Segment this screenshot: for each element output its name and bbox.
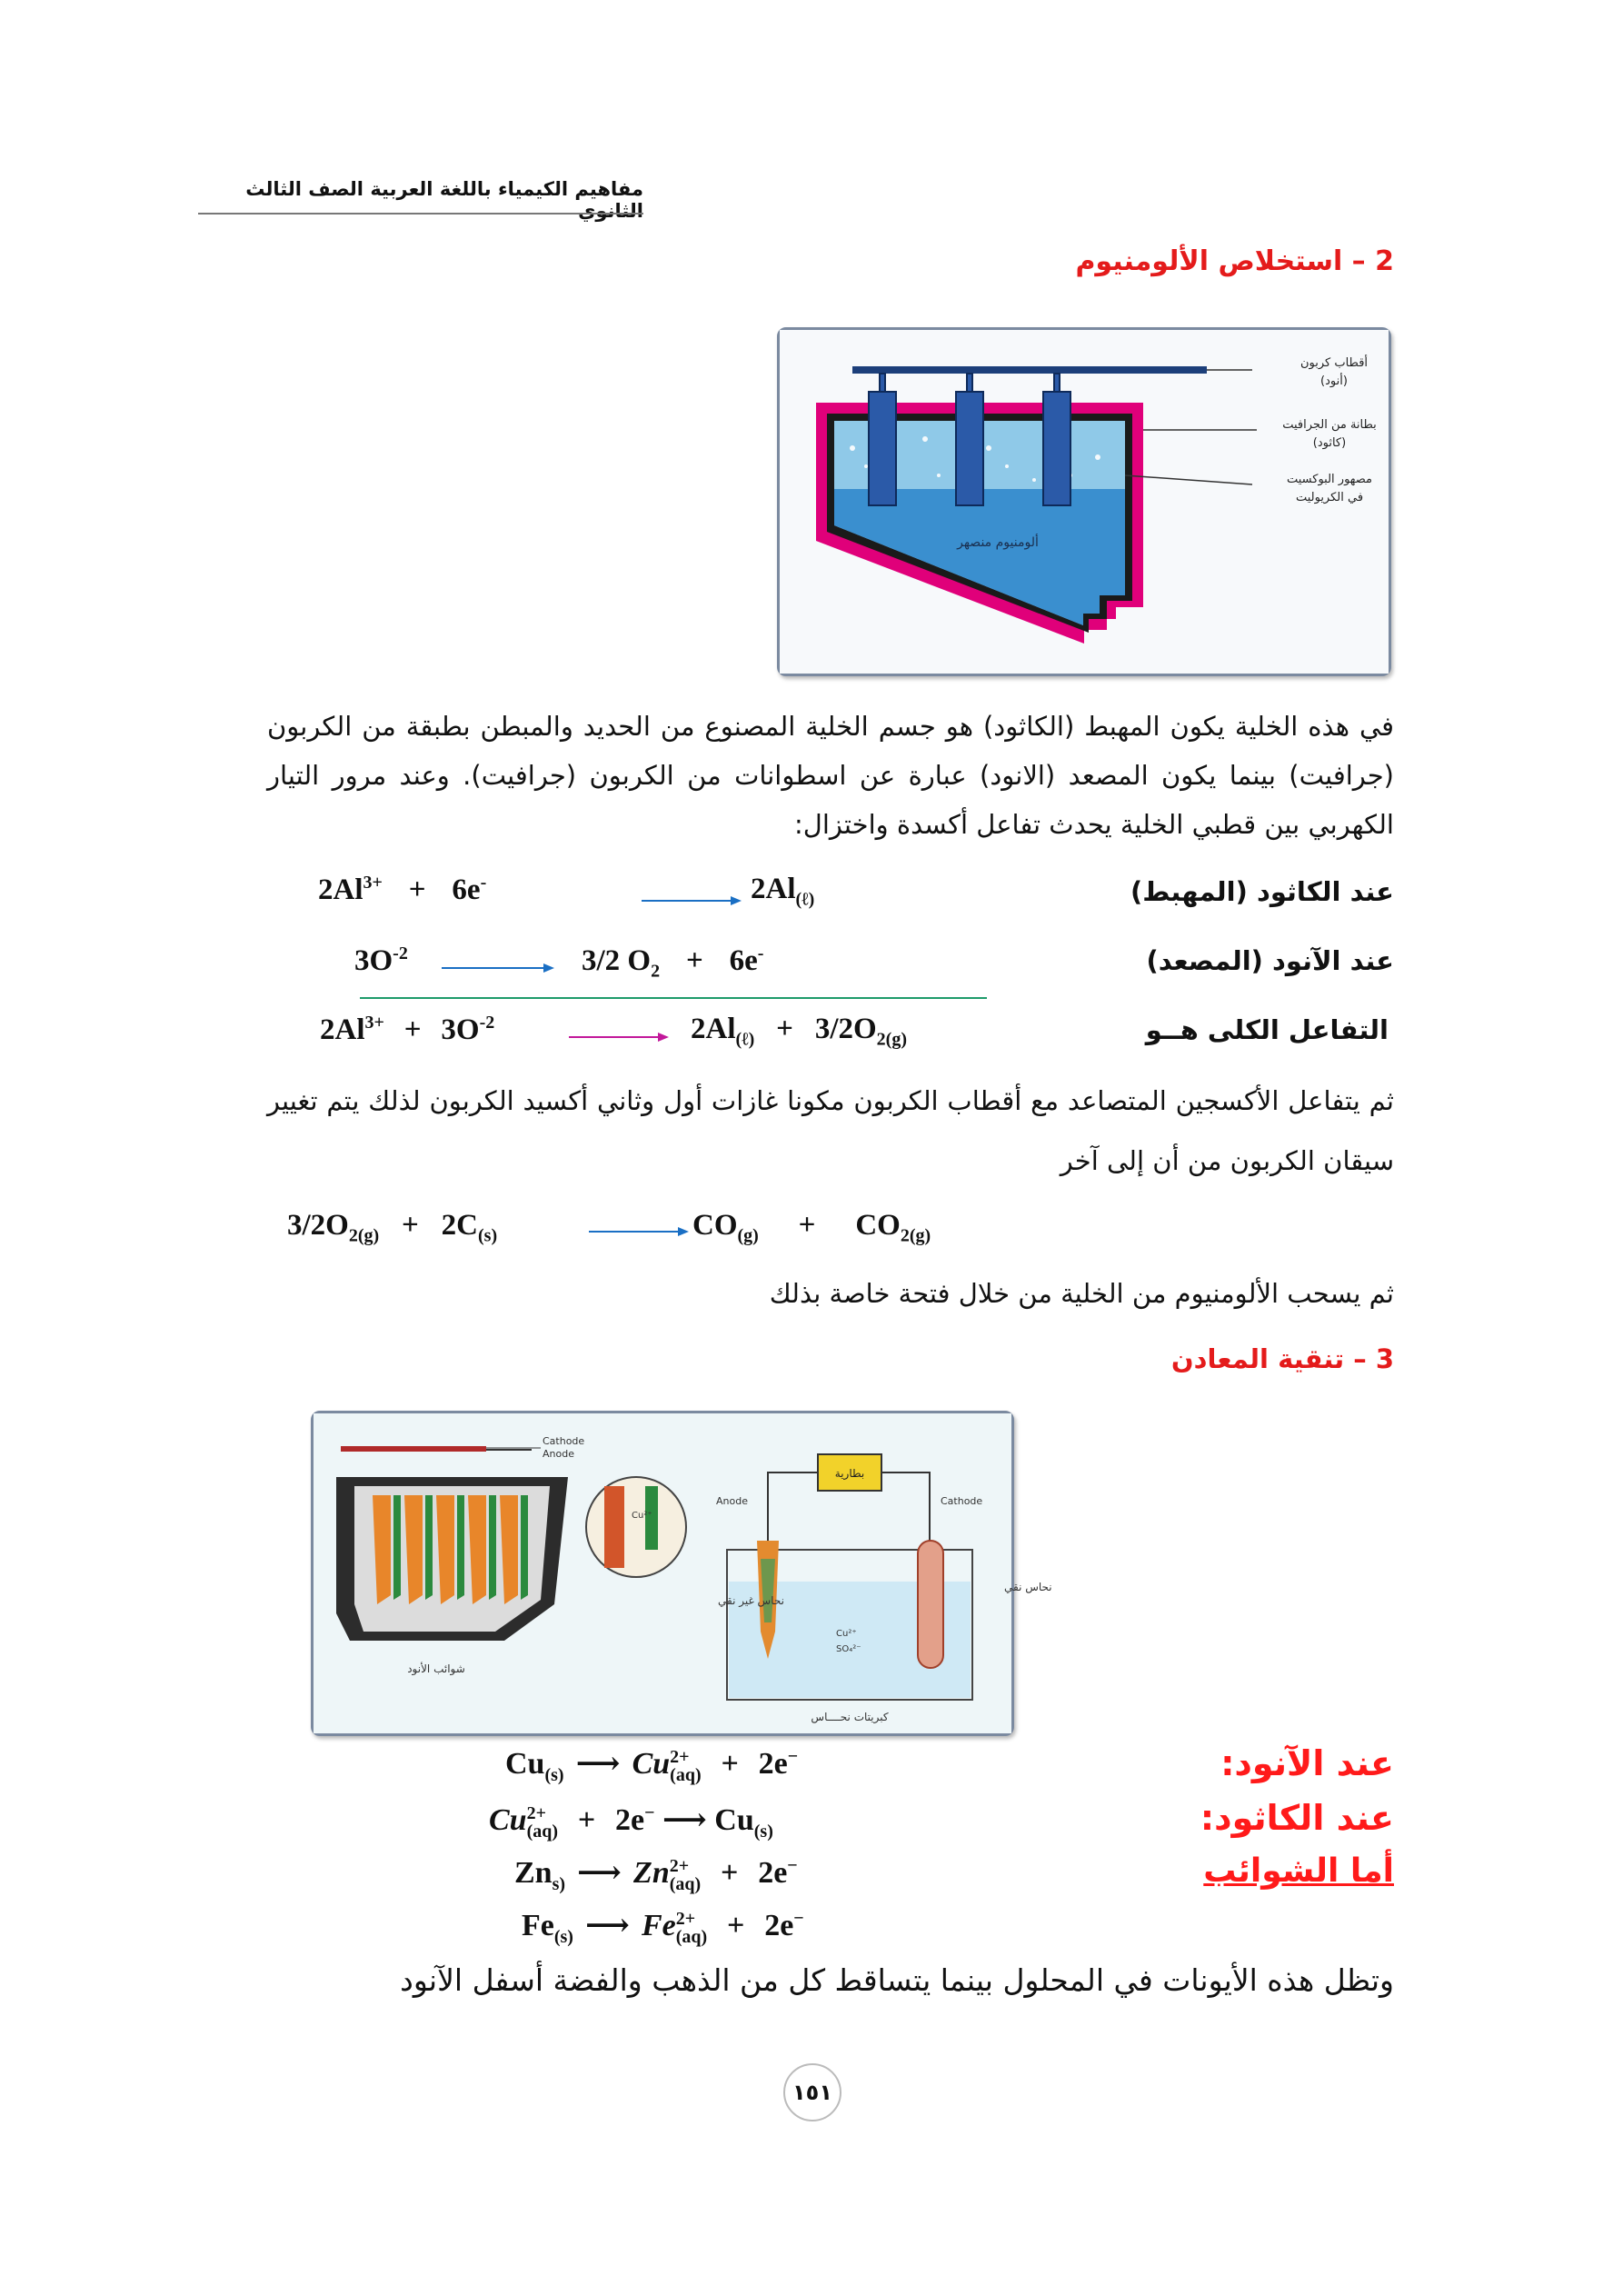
cathode-en-label: Cathode: [941, 1495, 983, 1507]
aluminium-cell-figure: [777, 327, 1391, 676]
cathode-reaction-label: عند الكاثود (المهبط): [1130, 876, 1394, 907]
overall-arrow: [569, 1031, 669, 1043]
section-2-heading: 2 – استخلاص الألومنيوم: [1075, 245, 1394, 277]
cathode-equation-rhs: $2Al_{(\ell)}$: [751, 873, 815, 910]
bus-bar: [852, 366, 1207, 374]
page-number: ١٥١: [783, 2063, 841, 2121]
anode-en-label: Anode: [716, 1495, 748, 1507]
impurities-label: أما الشوائب: [1203, 1852, 1394, 1890]
cathode-label: بطانة من الجرافيت: [1282, 418, 1377, 432]
aluminium-paragraph: في هذه الخلية يكون المهبط (الكاثود) هو جسم الخلية المصنوع من الحديد والمبطن بطبقة من الكربون (جرافيت) بينما يكون المصعد (الانود) عبارة عن اسطوانات من الكربون (جرافيت). وعند مرور التيار الكهربي بين قطبي الخلية يحدث تفاعل أكسدة واختزال:: [267, 711, 1394, 840]
overall-reaction-label: التفاعل الكلى هــو: [1145, 1014, 1389, 1045]
carbon-equation-lhs: $3/2O_{2(g)} + 2C_{(s)}$: [287, 1209, 498, 1246]
copper-anode-equation: $Cu_{(s)}$ ⟶ Cu 2+ (aq) + 2e−: [505, 1746, 799, 1786]
copper-refining-figure: [311, 1411, 1052, 1736]
copper-cathode-equation: Cu 2+ (aq) + 2e− ⟶ $Cu_{(s)}$: [489, 1802, 773, 1842]
overall-equation-rhs: $2Al_{(\ell)} + 3/2O_{2(g)}$: [691, 1013, 907, 1050]
overall-equation-lhs: $2Al^{3+} + 3O^{-2}$: [320, 1013, 495, 1046]
withdraw-paragraph: ثم يسحب الألومنيوم من الخلية من خلال فتحة خاصة بذلك: [769, 1278, 1394, 1309]
aluminium-cell-diagram: [780, 330, 1389, 674]
pure-copper-label: نحاس نقي: [1004, 1581, 1052, 1593]
battery-label: بطارية: [834, 1467, 865, 1480]
molten-bauxite-sub-label: في الكريوليت: [1295, 491, 1364, 504]
oxygen-paragraph: ثم يتفاعل الأكسجين المتصاعد مع أقطاب الكربون مكونا غازات أول وثاني أكسيد الكربون لذلك يتم تغيير سيقان الكربون من أن إلى آخر: [267, 1085, 1394, 1176]
zinc-equation: $Zn_{s)}$ ⟶ Zn 2+ (aq) + 2e−: [514, 1855, 798, 1895]
anode-mud-label: شوائب الأنود: [407, 1662, 465, 1675]
copper-refining-diagram: [314, 1413, 1052, 1733]
header-divider: [198, 213, 643, 215]
cathode-en-label-left: Cathode: [543, 1435, 585, 1447]
ions-paragraph: وتظل هذه الأيونات في المحلول بينما يتساقط كل من الذهب والفضة أسفل الآنود: [400, 1962, 1394, 1998]
zoom-cu-ion: Cu²⁺: [632, 1511, 652, 1521]
anode-equation-lhs: $3O^{-2}$: [354, 943, 408, 977]
molten-aluminium-label: ألومنيوم منصهر: [957, 535, 1039, 550]
anode-equation-rhs: 3/2 $O_2 + 6e^-$: [582, 943, 764, 982]
book-title: مفاهيم الكيمياء باللغة العربية الصف الثالث الثانوي: [245, 178, 643, 222]
iron-equation: $Fe_{(s)}$ ⟶ Fe 2+ (aq) + 2e−: [522, 1908, 804, 1948]
anode-label: أقطاب كربون: [1299, 356, 1369, 370]
anode-sub-label: (أنود): [1320, 374, 1348, 388]
beaker-so4-ion: SO₄²⁻: [836, 1644, 861, 1654]
electrode-plates: [373, 1495, 528, 1604]
cathode-sub-label: (كاثود): [1312, 436, 1347, 450]
anode-arrow: [442, 962, 554, 974]
cathode-label-red: عند الكاثود:: [1200, 1798, 1394, 1838]
sum-rule: [360, 997, 987, 999]
anode-en-label-left: Anode: [543, 1448, 574, 1460]
section-3-heading: 3 – تنقية المعادن: [1170, 1343, 1394, 1374]
anode-label-red: عند الآنود:: [1220, 1743, 1394, 1783]
beaker-cu-ion: Cu²⁺: [836, 1629, 857, 1639]
anode-reaction-label: عند الآنود (المصعد): [1146, 945, 1394, 976]
copper-sulfate-label: كبريتات نحــــاس: [811, 1711, 889, 1723]
molten-bauxite-label: مصهور البوكسيت: [1286, 473, 1373, 486]
zoom-circle: [586, 1477, 686, 1577]
cathode-arrow: [642, 894, 742, 907]
carbon-equation-rhs: $CO_{(g)} + CO_{2(g)}$: [692, 1209, 931, 1246]
impure-copper-label: نحاس غير نقي: [718, 1594, 784, 1607]
carbon-arrow: [589, 1225, 689, 1238]
cathode-equation-lhs: $2Al^{3+} + 6e^-$: [318, 873, 487, 906]
